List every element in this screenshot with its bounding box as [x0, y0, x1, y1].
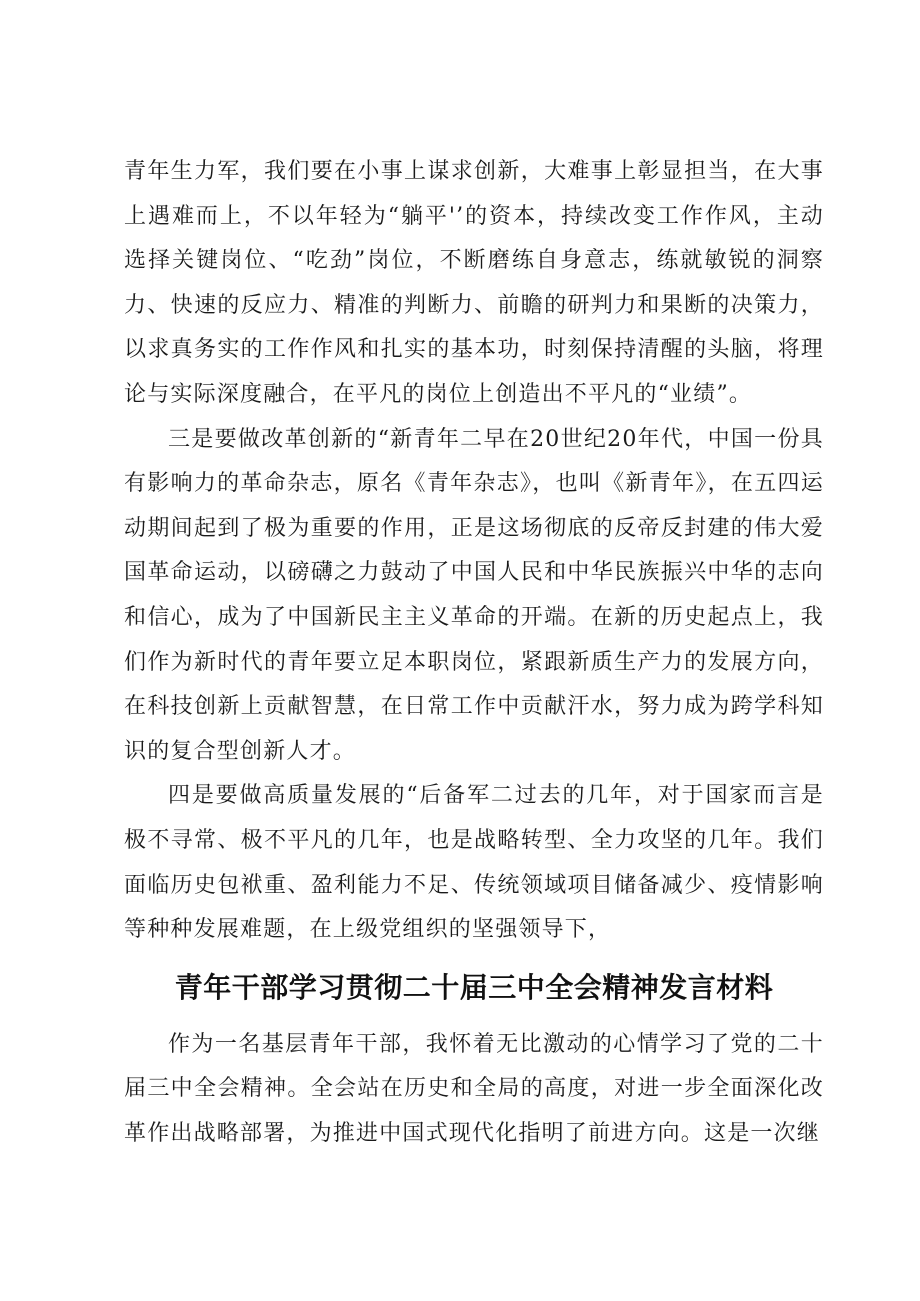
- paragraph-four: 四是要做高质量发展的“后备军二过去的几年，对于国家而言是极不寻常、极不平凡的几年，也是战略转型、全力攻坚的几年。我们面临历史包袱重、盈利能力不足、传统领域项目储备减少、疫情影响等种种发展难题，在上级党组织的坚强领导下，: [124, 783, 824, 943]
- intro-paragraph: 作为一名基层青年干部，我怀着无比激动的心情学习了党的二十届三中全会精神。全会站在历史和全局的高度，对进一步全面深化改革作出战略部署，为推进中国式现代化指明了前进方向。这是一次继: [124, 1031, 824, 1146]
- document-body: [124, 150, 824, 1156]
- continuation-paragraph: 青年生力军，我们要在小事上谋求创新，大难事上彰显担当，在大事上遇难而上，不以年轻为“躺平'’的资本，持续改变工作作风，主动选择关键岗位、“吃劲”岗位，不断磨练自身意志，练就敏锐的洞察力、快速的反应力、精准的判断力、前瞻的研判力和果断的决策力，以求真务实的工作作风和扎实的基本功，时刻保持清醒的头脑，将理论与实际深度融合，在平凡的岗位上创造出不平凡的“业绩”。: [124, 159, 824, 407]
- section-title: 青年干部学习贯彻二十届三中全会精神发言材料: [174, 970, 774, 1004]
- paragraph-three: 三是要做改革创新的“新青年二早在20世纪20年代，中国一份具有影响力的革命杂志，原名《青年杂志》，也叫《新青年》，在五四运动期间起到了极为重要的作用，正是这场彻底的反帝反封建的伟大爱国革命运动，以磅礴之力鼓动了中国人民和中华民族振兴中华的志向和信心，成为了中国新民主主义革命的开端。在新的历史起点上，我们作为新时代的青年要立足本职岗位，紧跟新质生产力的发展方向，在科技创新上贡献智慧，在日常工作中贡献汗水，努力成为跨学科知识的复合型创新人才。: [124, 426, 824, 764]
